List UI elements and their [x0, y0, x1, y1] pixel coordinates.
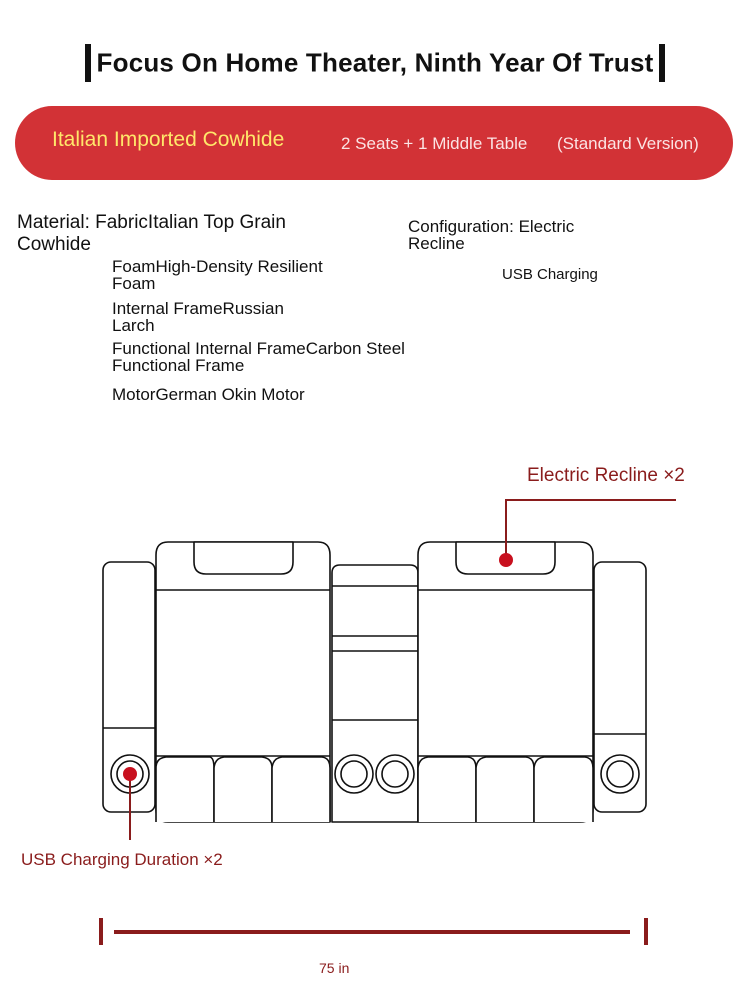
- spec-motor: MotorGerman Okin Motor: [112, 385, 305, 404]
- left-footrest-3: [272, 757, 330, 822]
- left-footrest-1: [156, 757, 214, 822]
- right-cupholder-inner: [607, 761, 633, 787]
- console-cupholder-right-inner: [382, 761, 408, 787]
- banner-version: (Standard Version): [557, 134, 699, 153]
- spec-foam: FoamHigh-Density Resilient Foam: [112, 257, 323, 293]
- spec-functional-frame: Functional Internal FrameCarbon Steel Functional Frame: [112, 339, 405, 375]
- right-footrest-3: [534, 757, 593, 822]
- headline-text: Focus On Home Theater, Ninth Year Of Trust: [96, 47, 654, 78]
- width-dimension-label: 75 in: [319, 960, 350, 976]
- callout-electric-recline: Electric Recline ×2: [527, 465, 685, 486]
- spec-material: Material: FabricItalian Top Grain Cowhide: [17, 212, 286, 255]
- banner-title: Italian Imported Cowhide: [52, 128, 285, 151]
- spec-usb: USB Charging: [502, 266, 598, 283]
- console-cupholder-left-inner: [341, 761, 367, 787]
- recline-marker: [499, 553, 513, 567]
- usb-marker: [123, 767, 137, 781]
- left-footrest-2: [214, 757, 272, 822]
- spec-internal-frame: Internal FrameRussian Larch: [112, 299, 284, 335]
- banner-configuration: 2 Seats + 1 Middle Table: [341, 134, 528, 153]
- right-footrest-1: [418, 757, 476, 822]
- callout-usb-charging: USB Charging Duration ×2: [21, 850, 223, 869]
- right-footrest-2: [476, 757, 534, 822]
- spec-configuration: Configuration: Electric Recline: [408, 217, 575, 253]
- left-headrest: [194, 542, 293, 574]
